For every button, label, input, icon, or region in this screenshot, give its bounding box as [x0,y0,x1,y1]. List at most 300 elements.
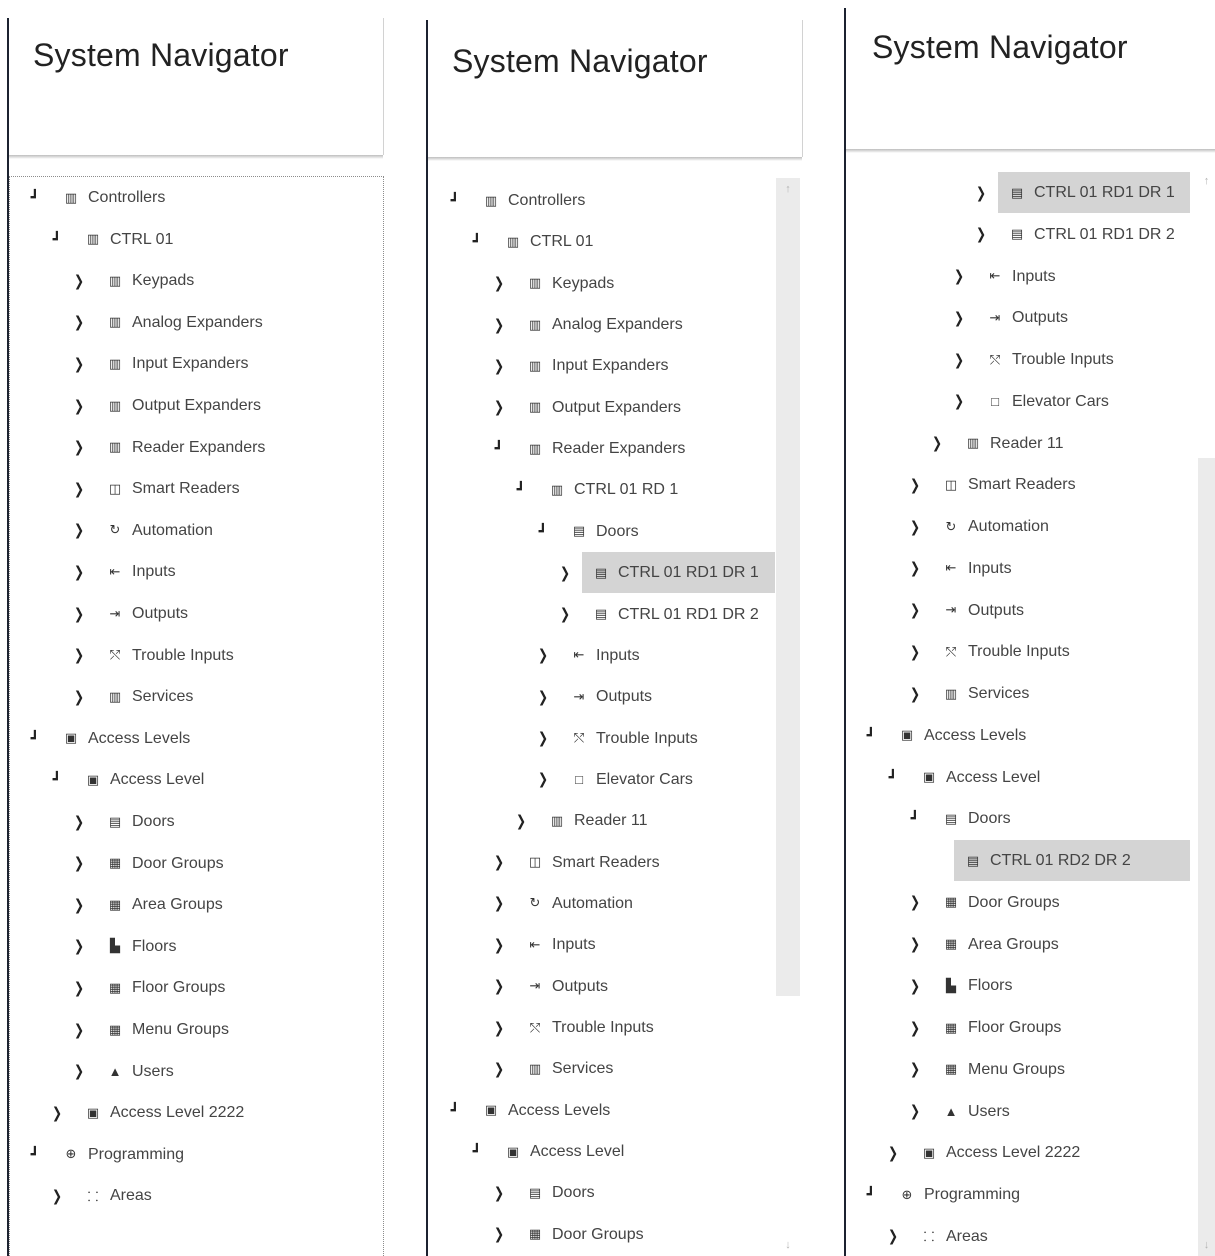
programming-icon: ⊕ [901,1186,913,1202]
tree-node[interactable] [846,882,1198,922]
collapse-toggle-icon[interactable]: ┛ [888,768,898,785]
tree-node[interactable] [10,551,383,591]
access-level-icon: ▣ [86,771,100,787]
expand-toggle-icon[interactable]: ❯ [931,435,943,452]
tree-node[interactable] [846,840,1198,880]
tree-node[interactable] [428,635,775,675]
expand-toggle-icon[interactable]: ❯ [493,1184,505,1202]
tree-node[interactable] [10,593,383,633]
expand-toggle-icon[interactable]: ❯ [73,397,85,415]
tree-node[interactable] [846,506,1198,546]
tree-node[interactable] [846,256,1198,296]
collapse-toggle-icon[interactable]: ┛ [472,1143,482,1160]
controller-icon: ▥ [108,688,122,704]
expand-toggle-icon[interactable]: ❯ [493,936,505,954]
tree-node[interactable] [10,759,383,799]
controller-icon: ▥ [944,685,958,701]
tree-node[interactable] [846,924,1198,964]
tree-node[interactable] [428,263,775,303]
expand-toggle-icon[interactable]: ❯ [73,480,85,498]
expand-toggle-icon[interactable]: ❯ [73,605,85,623]
tree-node-label: Door Groups [552,1225,644,1243]
expand-toggle-icon[interactable]: ❯ [537,688,549,706]
expand-toggle-icon[interactable]: ❯ [73,439,85,457]
collapse-toggle-icon[interactable]: ┛ [450,192,460,208]
tree-node[interactable] [10,510,383,550]
navigator-tree [846,172,1198,1256]
tree-node-label: Trouble Inputs [968,643,1070,661]
tree-node[interactable] [428,428,775,468]
tree-node[interactable] [846,1091,1198,1131]
tree-node[interactable] [428,1172,775,1212]
expand-toggle-icon[interactable]: ❯ [559,606,571,623]
expand-toggle-icon[interactable]: ❯ [537,647,549,665]
group-icon: ▦ [944,936,958,951]
floors-icon: ▙ [110,938,120,954]
collapse-toggle-icon[interactable]: ┛ [538,522,548,539]
tree-node-label: Inputs [552,936,596,954]
expand-toggle-icon[interactable]: ❯ [493,1060,505,1078]
expand-toggle-icon[interactable]: ❯ [73,813,85,831]
tree-node-label: Services [552,1060,614,1078]
input-icon: ⇤ [945,560,957,576]
tree-node[interactable] [846,381,1198,421]
tree-node[interactable] [846,1174,1198,1214]
tree-node[interactable] [428,718,775,758]
controller-icon: ▥ [484,192,498,208]
tree-node[interactable] [10,926,383,966]
tree-node-label: Access Level [946,768,1041,786]
navigator-header [428,20,803,157]
expand-toggle-icon[interactable]: ❯ [73,855,85,873]
tree-node-label: Inputs [1012,267,1056,285]
tree-node[interactable] [428,924,775,964]
tree-node[interactable] [846,464,1198,504]
tree-node[interactable] [428,1131,775,1171]
tree-node-label: Door Groups [968,893,1060,911]
expand-toggle-icon[interactable]: ❯ [73,1021,85,1039]
expand-toggle-icon[interactable]: ❯ [909,894,921,912]
collapse-toggle-icon[interactable]: ┛ [494,440,504,457]
tree-node[interactable] [846,1216,1198,1256]
tree-node-label: Automation [968,518,1049,535]
tree-node[interactable] [10,1051,383,1091]
collapse-toggle-icon[interactable]: ┛ [52,230,62,247]
elevator-car-icon: □ [575,771,583,787]
tree-node-label: Input Expanders [552,357,669,375]
tree-node[interactable] [10,260,383,300]
tree-node-label: Trouble Inputs [132,646,234,664]
tree-node[interactable] [846,757,1198,797]
tree-node[interactable] [10,884,383,924]
trouble-input-icon: ⤲ [989,351,1001,367]
automation-icon: ↻ [529,895,541,911]
tree-node[interactable] [428,345,775,385]
tree-node-label: Door Groups [132,854,224,872]
tree-node[interactable] [10,302,383,342]
group-icon: ▦ [108,855,122,871]
tree-node-label: Keypads [552,274,615,292]
access-level-icon: ▣ [86,1104,100,1120]
access-level-icon: ▣ [900,727,914,743]
expand-toggle-icon[interactable]: ❯ [909,643,921,661]
tree-node-label: Elevator Cars [596,770,693,788]
controller-icon: ▥ [528,440,542,456]
tree-node[interactable] [846,965,1198,1005]
expand-toggle-icon[interactable]: ❯ [73,896,85,914]
scroll-down-arrow-icon[interactable]: ↓ [1203,1239,1210,1251]
navigator-tree [428,180,775,1256]
tree-node[interactable] [428,800,775,840]
tree-node[interactable] [846,590,1198,630]
group-icon: ▦ [108,896,122,912]
tree-node-label: Access Levels [924,726,1027,744]
controller-icon: ▥ [506,233,520,249]
tree-node-label: Outputs [968,601,1025,619]
expand-toggle-icon[interactable]: ❯ [953,268,965,285]
output-icon: ⇥ [573,688,585,704]
tree-node-label: Programming [924,1186,1021,1203]
tree-node-label: Floors [968,977,1013,995]
tree-node-label: Access Levels [88,729,191,747]
navigator-panel-2 [420,0,825,1256]
door-icon: ▤ [1010,226,1024,242]
tree-node[interactable] [428,1214,775,1254]
tree-node[interactable] [10,385,383,425]
tree-node-label: Trouble Inputs [552,1019,654,1036]
tree-node[interactable] [428,1048,775,1088]
tree-node[interactable] [10,1092,383,1132]
expand-toggle-icon[interactable]: ❯ [909,977,921,995]
tree-node[interactable] [10,177,383,217]
tree-node[interactable] [10,343,383,383]
expand-toggle-icon[interactable]: ❯ [73,522,85,540]
expand-toggle-icon[interactable]: ❯ [537,771,549,789]
tree-node-label: Input Expanders [132,355,249,373]
expand-toggle-icon[interactable]: ❯ [73,272,85,290]
expand-toggle-icon[interactable]: ❯ [493,1226,505,1244]
tree-node[interactable] [428,387,775,427]
smart-reader-icon: ◫ [944,476,958,492]
tree-node-label: Users [132,1062,174,1080]
tree-node-label: Floor Groups [132,979,226,997]
tree-node-label: Smart Readers [132,480,240,498]
tree-node-label: Trouble Inputs [1012,351,1114,368]
tree-node[interactable] [10,219,383,259]
door-icon: ▤ [944,810,958,826]
tree-node[interactable] [10,1009,383,1049]
expand-toggle-icon[interactable]: ❯ [493,316,505,334]
tree-node-label: Inputs [132,563,176,581]
tree-node[interactable] [10,1175,383,1215]
tree-node[interactable] [428,552,775,592]
trouble-input-icon: ⤲ [945,643,957,659]
collapse-toggle-icon[interactable]: ┛ [450,1101,460,1118]
expand-toggle-icon[interactable]: ❯ [909,518,921,536]
tree-node-label: Automation [552,894,633,912]
expand-toggle-icon[interactable]: ❯ [493,399,505,417]
tree-node[interactable] [10,468,383,508]
expand-toggle-icon[interactable]: ❯ [953,309,965,327]
scroll-up-arrow-icon[interactable]: ↑ [1203,175,1210,187]
tree-node[interactable] [846,297,1198,337]
tree-node[interactable] [846,172,1198,212]
tree-node[interactable] [846,673,1198,713]
tree-node[interactable] [428,1007,775,1047]
door-icon: ▤ [966,852,980,868]
access-level-icon: ▣ [922,1144,936,1160]
tree-node[interactable] [10,1134,383,1174]
user-icon: ▲ [944,1103,958,1119]
tree-node-label: CTRL 01 RD1 DR 2 [618,605,759,623]
expand-toggle-icon[interactable]: ❯ [51,1104,63,1122]
tree-node-label: Outputs [1012,309,1069,327]
expand-toggle-icon[interactable]: ❯ [73,647,85,665]
door-icon: ▤ [594,606,608,621]
collapse-toggle-icon[interactable]: ┛ [866,726,876,743]
expand-toggle-icon[interactable]: ❯ [515,812,527,830]
tree-node[interactable] [846,715,1198,755]
expand-toggle-icon[interactable]: ❯ [493,978,505,996]
programming-icon: ⊕ [65,1146,77,1162]
tree-node-label: Reader Expanders [132,438,266,456]
output-icon: ⇥ [945,602,957,617]
expand-toggle-icon[interactable]: ❯ [73,979,85,997]
expand-toggle-icon[interactable]: ❯ [909,936,921,953]
expand-toggle-icon[interactable]: ❯ [73,563,85,581]
tree-node[interactable] [846,1007,1198,1047]
group-icon: ▦ [108,1021,122,1037]
tree-node-label: Reader 11 [574,812,648,830]
tree-node-label: CTRL 01 RD2 DR 2 [990,852,1131,869]
tree-node-label: Services [132,688,194,706]
tree-node[interactable] [428,594,775,634]
group-icon: ▦ [528,1226,542,1242]
expand-toggle-icon[interactable]: ❯ [887,1228,899,1246]
floors-icon: ▙ [946,977,956,993]
controller-icon: ▥ [550,481,564,497]
tree-node[interactable] [846,339,1198,379]
door-icon: ▤ [1010,184,1024,200]
tree-node-label: Inputs [968,559,1012,577]
expand-toggle-icon[interactable]: ❯ [909,1103,921,1120]
expand-toggle-icon[interactable]: ❯ [537,730,549,748]
tree-node-label: CTRL 01 RD1 DR 2 [1034,225,1175,243]
tree-node-label: CTRL 01 [530,233,594,251]
output-icon: ⇥ [529,978,541,994]
controller-icon: ▥ [966,435,980,450]
tree-node-label: CTRL 01 RD 1 [574,481,679,499]
tree-node[interactable] [428,883,775,923]
tree-node[interactable] [10,427,383,467]
controller-icon: ▥ [108,314,122,330]
tree-node-label: Reader Expanders [552,440,686,458]
tree-node-label: Trouble Inputs [596,729,698,747]
input-icon: ⇤ [529,936,541,952]
tree-node[interactable] [428,469,775,509]
tree-node-label: Areas [946,1227,988,1245]
expand-toggle-icon[interactable]: ❯ [73,938,85,956]
expand-toggle-icon[interactable]: ❯ [909,476,921,494]
access-level-icon: ▣ [484,1102,498,1118]
scroll-down-arrow-icon[interactable]: ↓ [785,1239,791,1251]
trouble-input-icon: ⤲ [529,1019,541,1035]
expand-toggle-icon[interactable]: ❯ [493,357,505,375]
controller-icon: ▥ [550,812,564,828]
expand-toggle-icon[interactable]: ❯ [493,1019,505,1037]
tree-node[interactable] [428,676,775,716]
collapse-toggle-icon[interactable]: ┛ [30,1145,40,1162]
expand-toggle-icon[interactable]: ❯ [73,355,85,373]
tree-node-label: Services [968,685,1030,702]
access-level-icon: ▣ [64,730,78,746]
controller-icon: ▥ [108,439,122,455]
expand-toggle-icon[interactable]: ❯ [953,393,965,411]
input-icon: ⇤ [573,647,585,663]
tree-node-label: Access Levels [508,1101,611,1119]
expand-toggle-icon[interactable]: ❯ [493,895,505,913]
user-icon: ▲ [108,1063,122,1079]
tree-node-label: Controllers [88,189,166,206]
tree-node[interactable] [846,631,1198,671]
tree-node[interactable] [10,843,383,883]
tree-node[interactable] [846,423,1198,463]
scroll-up-arrow-icon[interactable]: ↑ [785,183,791,195]
tree-node-label: CTRL 01 RD1 DR 1 [1034,184,1175,201]
tree-node[interactable] [846,798,1198,838]
expand-toggle-icon[interactable]: ❯ [73,1063,85,1081]
expand-toggle-icon[interactable]: ❯ [909,685,921,703]
tree-node-label: Areas [110,1187,152,1205]
tree-node-label: Doors [552,1184,595,1202]
door-icon: ▤ [528,1184,542,1200]
tree-node[interactable] [428,842,775,882]
tree-node-label: Doors [596,522,639,540]
expand-toggle-icon[interactable]: ❯ [909,560,921,578]
controller-icon: ▥ [528,316,542,332]
tree-node[interactable] [10,801,383,841]
tree-node[interactable] [10,635,383,675]
tree-node-label: Outputs [552,977,609,995]
expand-toggle-icon[interactable]: ❯ [493,275,505,293]
collapse-toggle-icon[interactable]: ┛ [30,729,40,746]
expand-toggle-icon[interactable]: ❯ [493,854,505,872]
controller-icon: ▥ [528,357,542,373]
tree-node-label: Output Expanders [132,397,261,414]
tree-node[interactable] [428,966,775,1006]
tree-node[interactable] [428,511,775,551]
controller-icon: ▥ [108,397,122,413]
tree-node-label: Area Groups [132,896,223,914]
area-icon: ⸬ [923,1229,935,1245]
expand-toggle-icon[interactable]: ❯ [975,226,987,244]
tree-node[interactable] [10,676,383,716]
expand-toggle-icon[interactable]: ❯ [887,1144,899,1162]
tree-node-label: Controllers [508,192,586,209]
tree-node-label: Menu Groups [132,1021,229,1038]
tree-node-label: Reader 11 [990,434,1064,452]
tree-node-label: Analog Expanders [132,313,263,331]
tree-node-label: Access Level 2222 [110,1104,245,1122]
tree-node-label: Doors [132,813,175,830]
door-icon: ▤ [108,813,122,829]
collapse-toggle-icon[interactable]: ┛ [866,1186,876,1202]
expand-toggle-icon[interactable]: ❯ [909,602,921,619]
door-icon: ▤ [594,564,608,580]
tree-node[interactable] [428,1090,775,1130]
expand-toggle-icon[interactable]: ❯ [73,688,85,706]
tree-node[interactable] [428,180,775,220]
automation-icon: ↻ [109,522,121,538]
controller-icon: ▥ [86,231,100,247]
input-icon: ⇤ [109,563,121,579]
group-icon: ▦ [944,1019,958,1035]
tree-node[interactable] [10,967,383,1007]
door-icon: ▤ [572,523,586,539]
tree-node-label: Menu Groups [968,1060,1065,1078]
tree-node-label: Access Level 2222 [946,1144,1081,1162]
trouble-input-icon: ⤲ [573,730,585,746]
expand-toggle-icon[interactable]: ❯ [953,351,965,369]
page-title: System Navigator [452,43,708,79]
output-icon: ⇥ [109,605,121,621]
tree-node[interactable] [846,1049,1198,1089]
tree-node[interactable] [846,548,1198,588]
page-title: System Navigator [33,37,289,73]
tree-node[interactable] [428,304,775,344]
tree-node-label: Output Expanders [552,398,681,416]
tree-node-label: Smart Readers [968,476,1076,494]
scrollbar-track[interactable] [1198,458,1215,1256]
tree-node-label: Area Groups [968,935,1059,953]
navigator-tree [9,176,384,1256]
controller-icon: ▥ [64,189,78,205]
controller-icon: ▥ [108,355,122,371]
navigator-panel-1 [0,0,410,1256]
tree-node[interactable] [10,718,383,758]
automation-icon: ↻ [945,518,957,534]
controller-icon: ▥ [108,272,122,288]
expand-toggle-icon[interactable]: ❯ [51,1187,63,1205]
collapse-toggle-icon[interactable]: ┛ [516,481,526,498]
collapse-toggle-icon[interactable]: ┛ [472,233,482,250]
expand-toggle-icon[interactable]: ❯ [909,1019,921,1037]
input-icon: ⇤ [989,268,1001,283]
tree-node[interactable] [428,221,775,261]
tree-node[interactable] [846,214,1198,254]
expand-toggle-icon[interactable]: ❯ [909,1061,921,1079]
tree-node-label: Floors [132,937,177,955]
collapse-toggle-icon[interactable]: ┛ [52,771,62,788]
expand-toggle-icon[interactable]: ❯ [559,564,571,582]
collapse-toggle-icon[interactable]: ┛ [30,189,40,205]
navigator-header [9,18,384,155]
collapse-toggle-icon[interactable]: ┛ [910,810,920,827]
tree-node-label: Automation [132,521,213,539]
scrollbar-track[interactable] [776,178,800,996]
group-icon: ▦ [944,894,958,910]
tree-node-label: Smart Readers [552,853,660,871]
tree-node-label: Inputs [596,646,640,664]
tree-node-label: Access Level [530,1143,625,1161]
expand-toggle-icon[interactable]: ❯ [73,314,85,332]
tree-node[interactable] [846,1132,1198,1172]
controller-icon: ▥ [528,275,542,291]
tree-node[interactable] [428,759,775,799]
navigator-header [846,8,1215,149]
expand-toggle-icon[interactable]: ❯ [975,184,987,202]
tree-node-label: Users [968,1102,1010,1120]
